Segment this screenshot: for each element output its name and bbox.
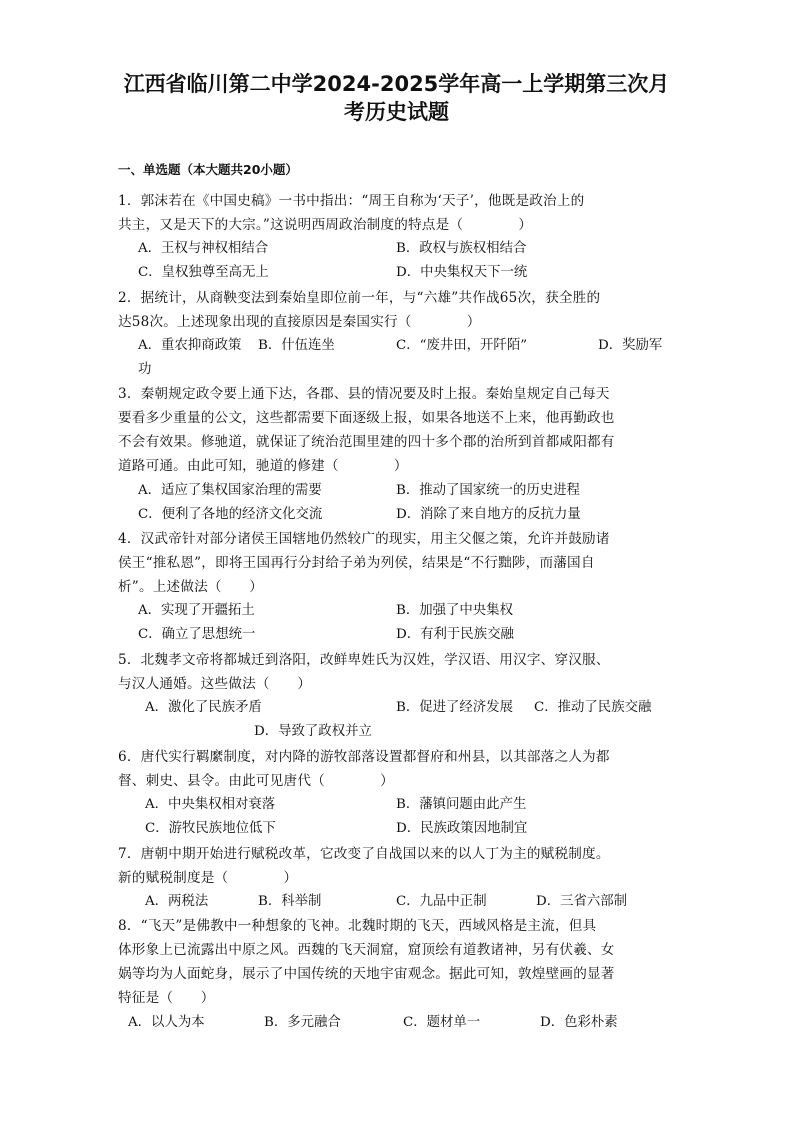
question-1-option-d[interactable]: D．中央集权天下一统: [396, 265, 528, 280]
question-3-line-1: 3．秦朝规定政令要上通下达，各郡、县的情况要及时上报。秦始皇规定自己每天: [118, 386, 610, 402]
question-7-line-2: 新的赋税制度是（ ）: [118, 870, 298, 886]
question-8-line-2: 体形象上已流露出中原之风。西魏的飞天洞窟，窟顶绘有道教诸神，另有伏羲、女: [118, 942, 615, 958]
question-7-option-c[interactable]: C．九品中正制: [396, 894, 487, 909]
question-7-option-b[interactable]: B．科举制: [258, 894, 322, 909]
question-8-line-3: 娲等均为人面蛇身，展示了中国传统的天地宇宙观念。据此可知，敦煌壁画的显著: [118, 966, 615, 982]
question-3-option-b[interactable]: B．推动了国家统一的历史进程: [396, 483, 580, 498]
question-4-option-b[interactable]: B．加强了中央集权: [396, 603, 513, 618]
question-5-option-d[interactable]: D．导致了政权并立: [254, 724, 372, 739]
question-8-option-d[interactable]: D．色彩朴素: [540, 1015, 618, 1030]
question-6-option-d[interactable]: D．民族政策因地制宜: [396, 821, 528, 836]
exam-title-line-2: 考历史试题: [344, 100, 449, 124]
question-2-line-1: 2．据统计，从商鞅变法到秦始皇即位前一年，与“六雄”共作战65次，获全胜的: [118, 290, 601, 306]
question-7-option-a[interactable]: A．两税法: [145, 894, 209, 909]
question-4-option-d[interactable]: D．有利于民族交融: [396, 627, 514, 642]
question-6-option-b[interactable]: B．藩镇问题由此产生: [396, 797, 527, 812]
question-4-line-3: 析”。上述做法（ ）: [118, 579, 264, 595]
question-4-line-2: 侯王“推私恩”，即将王国再行分封给子弟为列侯，结果是“不行黜陟，而藩国自: [118, 555, 595, 571]
question-5-option-a[interactable]: A．激化了民族矛盾: [145, 700, 262, 715]
question-6-option-c[interactable]: C．游牧民族地位低下: [145, 821, 276, 836]
question-5-line-2: 与汉人通婚。这些做法（ ）: [118, 676, 312, 692]
question-3-option-d[interactable]: D．消除了来自地方的反抗力量: [396, 507, 581, 522]
question-2-line-2: 达58次。上述现象出现的直接原因是秦国实行（ ）: [118, 314, 481, 330]
question-2-option-d[interactable]: D．奖励军: [598, 338, 663, 353]
question-8-line-4: 特征是（ ）: [118, 990, 215, 1006]
question-3-option-a[interactable]: A．适应了集权国家治理的需要: [138, 483, 322, 498]
section-heading: 一、单选题（本大题共20小题）: [118, 162, 298, 177]
question-5-option-b[interactable]: B．促进了经济发展: [396, 700, 513, 715]
question-2-option-d-wrap: 功: [138, 362, 152, 377]
question-1-option-c[interactable]: C．皇权独尊至高无上: [138, 265, 269, 280]
question-6-line-2: 督、刺史、县令。由此可见唐代（ ）: [118, 773, 394, 789]
question-5-line-1: 5．北魏孝文帝将都城迁到洛阳，改鲜卑姓氏为汉姓，学汉语、用汉字、穿汉服、: [118, 652, 610, 668]
question-4-line-1: 4．汉武帝针对部分诸侯王国辖地仍然较广的现实，用主父偃之策，允许并鼓励诸: [118, 531, 610, 547]
question-6-line-1: 6．唐代实行羁縻制度，对内降的游牧部落设置都督府和州县，以其部落之人为都: [118, 749, 610, 765]
question-4-option-c[interactable]: C．确立了思想统一: [138, 627, 256, 642]
question-3-line-2: 要看多少重量的公文，这些都需要下面逐级上报，如果各地送不上来，他再勤政也: [118, 410, 615, 426]
exam-title-line-1: 江西省临川第二中学2024-2025学年高一上学期第三次月: [123, 72, 670, 96]
question-8-option-b[interactable]: B．多元融合: [264, 1015, 341, 1030]
question-1-option-a[interactable]: A．王权与神权相结合: [138, 241, 269, 256]
question-5-option-c[interactable]: C．推动了民族交融: [534, 700, 652, 715]
question-1-option-b[interactable]: B．政权与族权相结合: [396, 241, 527, 256]
question-3-line-4: 道路可通。由此可知，驰道的修建（ ）: [118, 458, 408, 474]
question-3-option-c[interactable]: C．便利了各地的经济文化交流: [138, 507, 323, 522]
question-8-line-1: 8．“飞天”是佛教中一种想象的飞神。北魏时期的飞天，西域风格是主流，但具: [118, 918, 597, 934]
question-8-option-a[interactable]: A．以人为本: [128, 1015, 205, 1030]
question-1-line-2: 共主，又是天下的大宗。”这说明西周政治制度的特点是（ ）: [118, 217, 533, 233]
question-7-option-d[interactable]: D．三省六部制: [536, 894, 628, 909]
question-7-line-1: 7．唐朝中期开始进行赋税改革，它改变了自战国以来的以人丁为主的赋税制度。: [118, 846, 610, 862]
question-2-option-a[interactable]: A．重农抑商政策: [138, 338, 242, 353]
question-8-option-c[interactable]: C．题材单一: [403, 1015, 481, 1030]
question-2-option-b[interactable]: B．什伍连坐: [258, 338, 335, 353]
question-3-line-3: 不会有效果。修驰道，就保证了统治范围里建的四十多个郡的治所到首都咸阳都有: [118, 434, 615, 450]
question-2-option-c[interactable]: C．“废井田，开阡陌”: [396, 338, 528, 353]
question-6-option-a[interactable]: A．中央集权相对衰落: [145, 797, 276, 812]
question-1-line-1: 1．郭沫若在《中国史稿》一书中指出：“周王自称为‘天子’，他既是政治上的: [118, 193, 585, 209]
question-4-option-a[interactable]: A．实现了开疆拓土: [138, 603, 255, 618]
